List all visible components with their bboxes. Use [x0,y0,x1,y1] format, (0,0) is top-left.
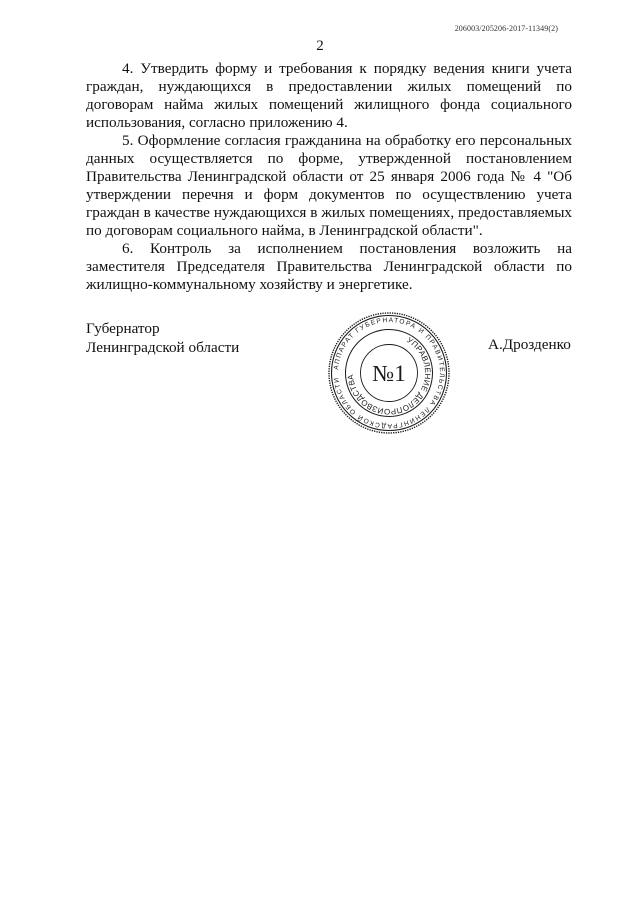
official-seal-stamp [327,311,451,435]
signatory-title: Губернатор [86,320,160,337]
seal-center-number: №1 [372,361,406,386]
document-id: 206003/205206-2017-11349(2) [454,24,558,33]
page-number: 2 [316,38,324,54]
signatory-name: А.Дрозденко [488,336,571,353]
seal-inner-text: УПРАВЛЕНИЕ ДЕЛОПРОИЗВОДСТВА [345,335,433,417]
document-body [86,60,572,294]
paragraph-5: 5. Оформление согласия гражданина на обработку его персональных данных осуществляется по форме, утвержденной постановлением Правительства Ленинградской области от 25 января 2006 года № 4 "Об утверждении перечня и форм документов по осуществлению учета граждан в качестве нуждающихся в жилых помещениях, предоставляемых по договорам социального найма, в Ленинградской области". [86,132,572,239]
paragraph-6: 6. Контроль за исполнением постановления возложить на заместителя Председателя Правительства Ленинградской области по жилищно-коммунальному хозяйству и энергетике. [86,240,572,293]
seal-outer-text: АППАРАТ ГУБЕРНАТОРА И ПРАВИТЕЛЬСТВА ЛЕНИНГРАДСКОЙ ОБЛАСТИ [333,316,446,430]
signatory-region: Ленинградской области [86,339,240,356]
paragraph-4: 4. Утвердить форму и требования к порядку ведения книги учета граждан, нуждающихся в предоставлении жилых помещений по договорам найма жилых помещений жилищного фонда социального использования, согласно приложению 4. [86,60,572,131]
signatory-position [86,319,239,357]
